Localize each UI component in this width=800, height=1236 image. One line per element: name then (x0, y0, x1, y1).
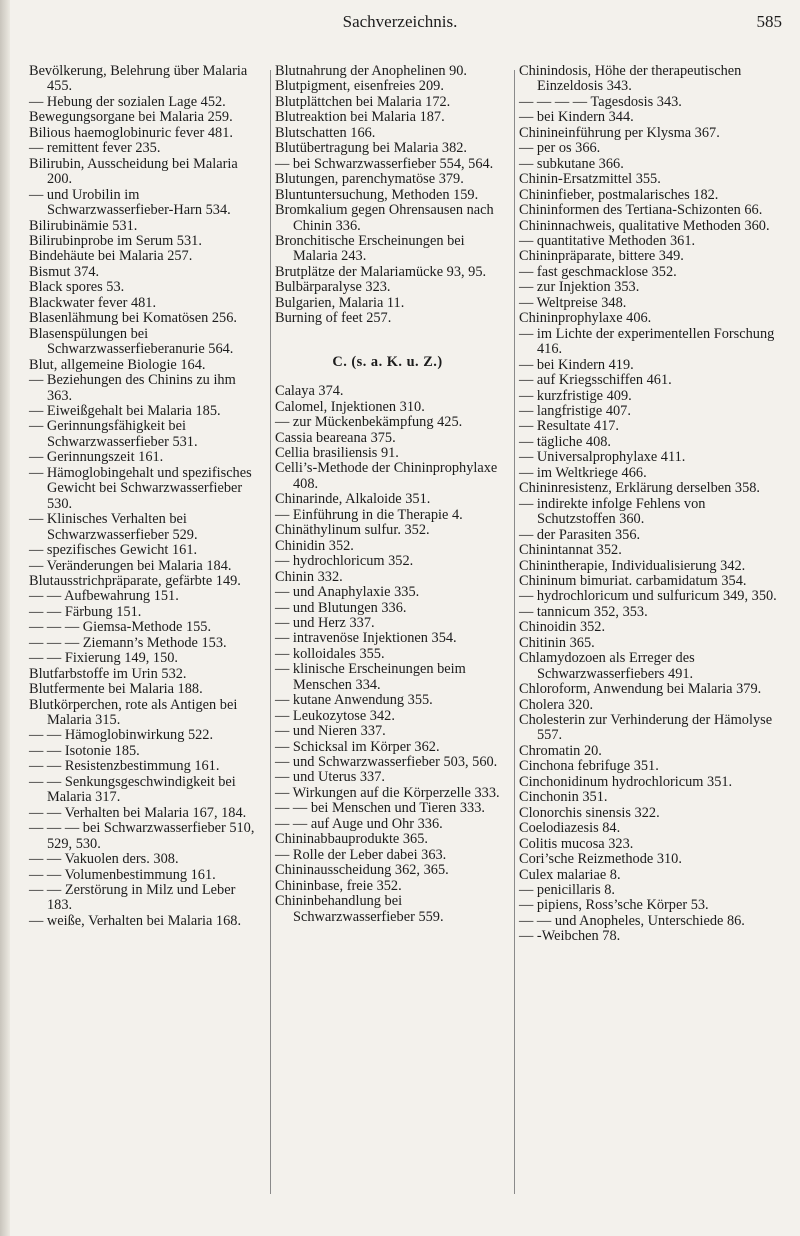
index-entry: — und Blutungen 336. (275, 599, 407, 616)
index-entry: Chinarinde, Alkaloide 351. (275, 491, 431, 508)
index-entry: Culex malariae 8. (519, 866, 621, 883)
index-entry: — — Hämoglobinwirkung 522. (29, 727, 214, 744)
index-entry: — — — — Tagesdosis 343. (519, 93, 682, 110)
index-entry: — und Schwarzwasserfieber 503, 560. (275, 754, 498, 771)
index-entry: — und Anaphylaxie 335. (275, 584, 420, 601)
index-entry: — — Färbung 151. (29, 603, 142, 620)
index-entry: Chloroform, Anwendung bei Malaria 379. (519, 681, 762, 698)
index-entry: — per os 366. (519, 140, 601, 157)
index-entry: Blutpigment, eisenfreies 209. (275, 78, 444, 95)
column-rule (270, 70, 271, 1194)
index-entry: — Weltpreise 348. (519, 294, 627, 311)
index-entry: Chinin-Ersatzmittel 355. (519, 171, 661, 188)
index-entry: Bronchitische Erscheinungen bei Malaria 243. (275, 232, 465, 265)
index-entry: Chromatin 20. (519, 742, 602, 759)
index-entry: — remittent fever 235. (29, 140, 161, 157)
index-entry: — pipiens, Ross’sche Körper 53. (519, 897, 709, 914)
index-entry: — spezifisches Gewicht 161. (29, 542, 198, 559)
index-entry: Bulgarien, Malaria 11. (275, 294, 405, 311)
index-entry: — auf Kriegsschiffen 461. (519, 372, 672, 389)
page-header (0, 6, 800, 36)
index-entry: Colitis mucosa 323. (519, 835, 634, 852)
index-entry: Chitinin 365. (519, 634, 595, 651)
index-entry: — Hämoglobingehalt und spezifisches Gewicht bei Schwarzwasserfieber 530. (29, 464, 252, 512)
page-number: 585 (756, 12, 782, 31)
index-entry: — — Zerstörung in Milz und Leber 183. (29, 882, 236, 914)
column-rule (514, 70, 515, 1194)
index-entry: — Hebung der sozialen Lage 452. (29, 93, 226, 110)
index-entry: — Leukozytose 342. (275, 707, 395, 724)
index-entry: — Veränderungen bei Malaria 184. (29, 557, 232, 574)
index-entry: — — — bei Schwarzwasserfieber 510, 529, 530. (29, 820, 255, 852)
index-entry: — — Resistenzbestimmung 161. (29, 758, 220, 775)
index-entry-list (275, 64, 500, 327)
index-entry: — tannicum 352, 353. (519, 603, 648, 620)
index-entry: Chinineinführung per Klysma 367. (519, 124, 720, 141)
index-entry: — und Nieren 337. (275, 723, 386, 740)
index-entry: — — Fixierung 149, 150. (29, 650, 179, 667)
index-entry: Clonorchis sinensis 322. (519, 804, 660, 821)
index-entry: Chinäthylinum sulfur. 352. (275, 522, 430, 539)
index-entry: — — — Ziemann’s Methode 153. (29, 634, 227, 651)
index-entry: — Schicksal im Körper 362. (275, 738, 440, 755)
index-entry: — langfristige 407. (519, 402, 631, 419)
index-entry: Cellia brasiliensis 91. (275, 444, 399, 461)
index-entry: — Rolle der Leber dabei 363. (275, 846, 447, 863)
index-entry: Black spores 53. (29, 279, 125, 296)
index-column-1 (29, 64, 261, 929)
index-entry: Chinidin 352. (275, 537, 354, 554)
index-entry: — bei Kindern 419. (519, 356, 634, 373)
index-entry: Cori’sche Reizmethode 310. (519, 851, 682, 868)
index-entry: — indirekte infolge Fehlens von Schutzstoffen 360. (519, 495, 706, 528)
index-entry: Chinintannat 352. (519, 542, 622, 559)
index-entry: — fast geschmacklose 352. (519, 263, 677, 280)
index-entry: Blutfermente bei Malaria 188. (29, 681, 203, 698)
index-entry: Chininpräparate, bittere 349. (519, 248, 684, 265)
index-entry: Blutübertragung bei Malaria 382. (275, 140, 467, 157)
index-entry: — kutane Anwendung 355. (275, 692, 433, 709)
index-entry: Cholera 320. (519, 696, 594, 713)
index-entry: — — bei Menschen und Tieren 333. (275, 800, 485, 817)
index-entry: Blutnahrung der Anophelinen 90. (275, 63, 468, 79)
index-column-3 (519, 64, 781, 945)
index-entry: Calomel, Injektionen 310. (275, 398, 425, 415)
index-entry: — — Volumenbestimmung 161. (29, 866, 216, 883)
index-entry: — Gerinnungsfähigkeit bei Schwarzwasserfieber 531. (29, 418, 198, 450)
index-entry: Blasenspülungen bei Schwarzwasserfieberanurie 564. (29, 325, 234, 358)
index-entry: — zur Mückenbekämpfung 425. (275, 414, 463, 431)
index-entry: Bulbärparalyse 323. (275, 279, 391, 296)
index-entry: Blutplättchen bei Malaria 172. (275, 93, 451, 110)
index-entry: Chininfieber, postmalarisches 182. (519, 186, 719, 203)
index-entry: — — Senkungsgeschwindigkeit bei Malaria 317. (29, 773, 236, 806)
index-entry: — — — Giemsa-Methode 155. (29, 619, 212, 636)
index-entry: — intravenöse Injektionen 354. (275, 630, 457, 647)
index-entry: Bewegungsorgane bei Malaria 259. (29, 109, 233, 126)
page-binding-edge (0, 0, 10, 1236)
index-entry: Bilirubinämie 531. (29, 217, 138, 234)
index-entry: — Wirkungen auf die Körperzelle 333. (275, 784, 500, 801)
index-entry: — Klinisches Verhalten bei Schwarzwasserfieber 529. (29, 511, 198, 543)
index-entry: — und Urobilin im Schwarzwasserfieber-Harn 534. (29, 186, 231, 219)
index-entry-list (519, 64, 781, 945)
index-entry: — bei Schwarzwasserfieber 554, 564. (275, 155, 494, 172)
index-entry: — kolloidales 355. (275, 645, 385, 662)
index-entry: Bismut 374. (29, 263, 100, 280)
index-entry: Blutreaktion bei Malaria 187. (275, 109, 445, 126)
index-entry: Brutplätze der Malariamücke 93, 95. (275, 263, 487, 280)
index-entry: — im Weltkriege 466. (519, 464, 647, 481)
index-entry-list (29, 64, 261, 929)
index-entry: Cinchonidinum hydrochloricum 351. (519, 773, 733, 790)
index-entry: — weiße, Verhalten bei Malaria 168. (29, 912, 242, 929)
index-entry: Chininnachweis, qualitative Methoden 360. (519, 217, 770, 234)
index-entry-list (275, 384, 500, 925)
index-entry: — hydrochloricum und sulfuricum 349, 350. (519, 588, 777, 605)
index-entry: — Universalprophylaxe 411. (519, 449, 686, 466)
index-entry: — tägliche 408. (519, 433, 612, 450)
index-entry: Chininum bimuriat. carbamidatum 354. (519, 572, 747, 589)
index-entry: Chininausscheidung 362, 365. (275, 862, 449, 879)
index-entry: Cinchonin 351. (519, 789, 608, 806)
index-entry: — — und Anopheles, Unterschiede 86. (519, 912, 745, 929)
index-entry: — — auf Auge und Ohr 336. (275, 815, 443, 832)
index-entry: Blutungen, parenchymatöse 379. (275, 171, 464, 188)
index-entry: — und Herz 337. (275, 614, 375, 631)
index-entry: Cholesterin zur Verhinderung der Hämolyse 557. (519, 712, 773, 744)
index-entry: — klinische Erscheinungen beim Menschen 334. (275, 661, 466, 693)
index-entry: — kurzfristige 409. (519, 387, 632, 404)
index-entry: Chininresistenz, Erklärung derselben 358. (519, 480, 760, 497)
index-entry: — — Verhalten bei Malaria 167, 184. (29, 804, 247, 821)
section-heading-c: C. (s. a. K. u. Z.) (332, 353, 443, 370)
index-entry: — im Lichte der experimentellen Forschung 416. (519, 325, 775, 358)
index-entry: Chininprophylaxe 406. (519, 310, 652, 327)
index-entry: — Resultate 417. (519, 418, 619, 435)
index-entry: Chininabbauprodukte 365. (275, 831, 428, 848)
index-entry: Chininformen des Tertiana-Schizonten 66. (519, 202, 763, 219)
index-entry: Blutausstrichpräparate, gefärbte 149. (29, 572, 241, 589)
index-entry: Bilirubin, Ausscheidung bei Malaria 200. (29, 155, 238, 188)
index-entry: — bei Kindern 344. (519, 109, 634, 126)
index-entry: Chinintherapie, Individualisierung 342. (519, 557, 746, 574)
index-entry: — Gerinnungszeit 161. (29, 449, 164, 466)
index-entry: Chininbehandlung bei Schwarzwasserfieber 559. (275, 893, 444, 925)
index-entry: Chinin 332. (275, 568, 343, 585)
index-entry: Calaya 374. (275, 383, 344, 400)
index-entry: — Einführung in die Therapie 4. (275, 506, 463, 523)
index-entry: Blut, allgemeine Biologie 164. (29, 356, 206, 373)
index-entry: Bluntuntersuchung, Methoden 159. (275, 186, 479, 203)
index-entry: Chinindosis, Höhe der therapeutischen Einzeldosis 343. (519, 63, 742, 95)
index-entry: — der Parasiten 356. (519, 526, 641, 543)
index-column-2 (275, 64, 500, 925)
index-entry: — -Weibchen 78. (519, 928, 621, 945)
index-entry: Chinoidin 352. (519, 619, 606, 636)
index-entry: — — Isotonie 185. (29, 742, 140, 759)
index-entry: — — Vakuolen ders. 308. (29, 851, 179, 868)
index-entry: Cinchona febrifuge 351. (519, 758, 659, 775)
index-entry: Bevölkerung, Belehrung über Malaria 455. (29, 63, 248, 95)
index-entry: — quantitative Methoden 361. (519, 232, 696, 249)
index-entry: — — Aufbewahrung 151. (29, 588, 179, 605)
index-entry: Burning of feet 257. (275, 310, 392, 327)
index-entry: — subkutane 366. (519, 155, 624, 172)
index-entry: Bindehäute bei Malaria 257. (29, 248, 193, 265)
index-entry: — Eiweißgehalt bei Malaria 185. (29, 402, 221, 419)
index-entry: Blasenlähmung bei Komatösen 256. (29, 310, 237, 327)
index-entry: — penicillaris 8. (519, 882, 616, 899)
index-entry: Chlamydozoen als Erreger des Schwarzwasserfiebers 491. (519, 650, 695, 682)
index-entry: — und Uterus 337. (275, 769, 385, 786)
index-entry: — zur Injektion 353. (519, 279, 640, 296)
index-entry: — Beziehungen des Chinins zu ihm 363. (29, 372, 236, 404)
index-entry: Blutkörperchen, rote als Antigen bei Malaria 315. (29, 696, 238, 729)
index-entry: Bromkalium gegen Ohrensausen nach Chinin 336. (275, 202, 494, 234)
index-entry: — hydrochloricum 352. (275, 553, 414, 570)
running-title: Sachverzeichnis. (342, 12, 458, 31)
index-entry: Bilious haemoglobinuric fever 481. (29, 124, 233, 141)
index-entry: Blutfarbstoffe im Urin 532. (29, 665, 187, 682)
index-entry: Celli’s-Methode der Chininprophylaxe 408. (275, 460, 498, 492)
index-entry: Bilirubinprobe im Serum 531. (29, 232, 202, 249)
index-entry: Chininbase, freie 352. (275, 877, 402, 894)
index-entry: Cassia beareana 375. (275, 429, 396, 446)
index-entry: Coelodiazesis 84. (519, 820, 621, 837)
index-entry: Blackwater fever 481. (29, 294, 157, 311)
index-entry: Blutschatten 166. (275, 124, 376, 141)
